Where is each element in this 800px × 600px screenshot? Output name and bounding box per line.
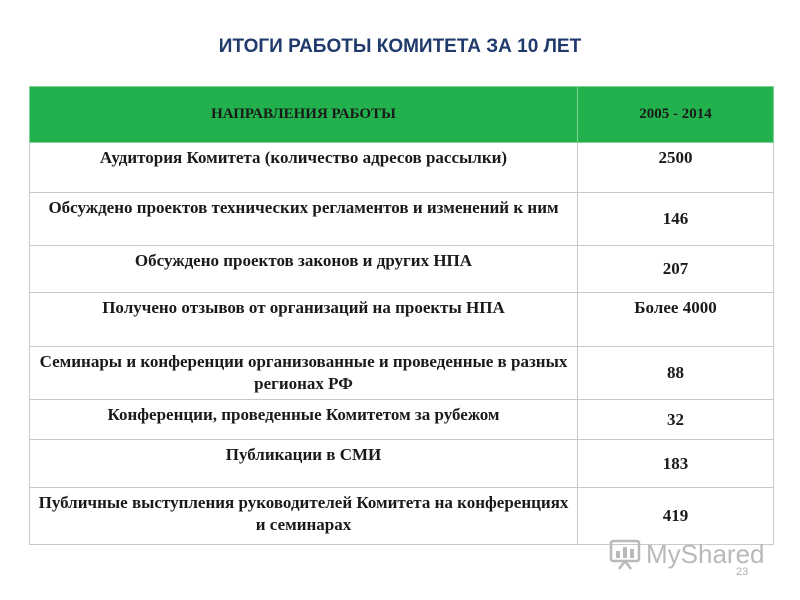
row-direction: Обсуждено проектов законов и других НПА xyxy=(30,246,578,293)
watermark-text: MyShared xyxy=(646,538,765,569)
row-value: Более 4000 xyxy=(578,293,774,347)
row-value: 32 xyxy=(578,400,774,440)
row-value: 146 xyxy=(578,193,774,246)
row-direction: Получено отзывов от организаций на проекты НПА xyxy=(30,293,578,347)
row-value: 207 xyxy=(578,246,774,293)
table-row xyxy=(30,246,774,293)
row-value: 2500 xyxy=(578,143,774,193)
row-direction: Публичные выступления руководителей Комитета на конференциях и семинарах xyxy=(30,488,578,545)
slide-title: ИТОГИ РАБОТЫ КОМИТЕТА ЗА 10 ЛЕТ xyxy=(218,36,582,57)
row-value: 88 xyxy=(578,347,774,400)
table-row xyxy=(30,193,774,246)
row-direction: Публикации в СМИ xyxy=(30,440,578,488)
table-header-row xyxy=(30,87,774,143)
slide-number: 23 xyxy=(736,566,749,578)
header-period: 2005 - 2014 xyxy=(578,87,774,143)
row-value: 183 xyxy=(578,440,774,488)
row-direction: Аудитория Комитета (количество адресов рассылки) xyxy=(30,143,578,193)
header-directions: НАПРАВЛЕНИЯ РАБОТЫ xyxy=(30,87,578,143)
table-row xyxy=(30,400,774,440)
row-direction: Конференции, проведенные Комитетом за рубежом xyxy=(30,400,578,440)
row-direction: Семинары и конференции организованные и проведенные в разных регионах РФ xyxy=(30,347,578,400)
results-table xyxy=(29,86,774,545)
presentation-icon xyxy=(608,537,642,571)
row-direction: Обсуждено проектов технических регламентов и изменений к ним xyxy=(30,193,578,246)
row-value: 419 xyxy=(578,488,774,545)
table-row xyxy=(30,293,774,347)
table-row xyxy=(30,440,774,488)
table-row xyxy=(30,143,774,193)
table-row xyxy=(30,347,774,400)
